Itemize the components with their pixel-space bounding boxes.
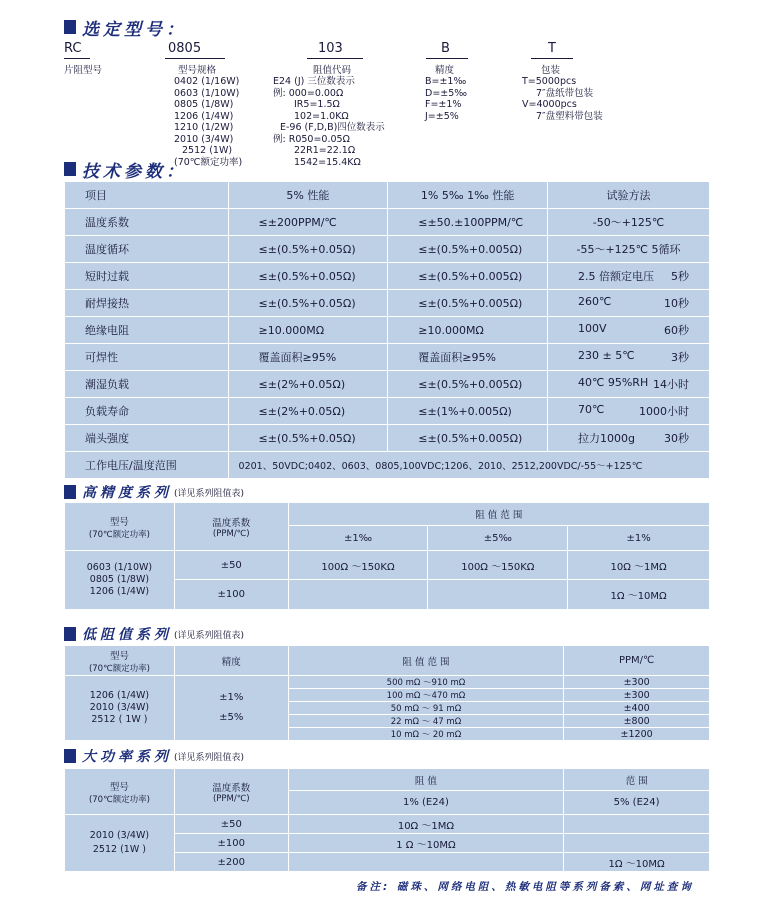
section-select-header (64, 17, 187, 40)
method-value: 70℃ (578, 403, 605, 416)
code-pack: T (548, 41, 556, 56)
range-value: 100Ω ～150KΩ (428, 551, 568, 580)
code-rc: RC (64, 41, 82, 56)
res-list: E24 (J) 三位数表示 例: 000=0.00Ω IR5=1.5Ω 102=1.0KΩ E-96 (F,D,B)四位数表示 例: R050=0.05Ω 22R1=22.1Ω 1542=15.4KΩ (273, 76, 385, 168)
col-header: ±1% (568, 526, 710, 551)
tc-value: ±50 (174, 551, 288, 580)
code-res: 103 (318, 41, 343, 56)
section-note: (详见系列阻值表) (174, 630, 245, 641)
section-title: 高精度系列 (82, 485, 172, 501)
range-value (564, 834, 710, 853)
tc-header: 温度系数 (PPM/℃) (174, 503, 288, 551)
cell-item: 潮湿负载 (65, 371, 229, 398)
tc-value: ±200 (174, 853, 288, 872)
range-value: 10Ω ～1MΩ (288, 815, 563, 834)
cell-item: 温度系数 (65, 209, 229, 236)
range-value: 100 mΩ ～470 mΩ (288, 689, 564, 702)
table-row (65, 290, 710, 317)
cell-item: 端头强度 (65, 425, 229, 452)
table-row (65, 452, 710, 479)
cell-1pct: 覆盖面积≥95% (388, 344, 548, 371)
model-header: 型号 (70℃额定功率) (65, 769, 175, 815)
cell-1pct: ≤±(0.5%+0.005Ω) (388, 263, 548, 290)
header-cell: 5% 性能 (228, 182, 388, 209)
section-note: (详见系列阻值表) (174, 488, 245, 499)
section-pw-header (64, 746, 244, 766)
cell-method: -55～+125℃ 5循环 (548, 236, 710, 263)
range-value (288, 853, 563, 872)
method-value: 2.5 倍额定电压 (578, 270, 655, 283)
range-header: 范 围 (564, 769, 710, 791)
table-row (65, 209, 710, 236)
tech-table (64, 181, 710, 479)
cell-method (548, 317, 710, 344)
section-note: (详见系列阻值表) (174, 752, 245, 763)
cell-item: 温度循环 (65, 236, 229, 263)
cell-5pct: 覆盖面积≥95% (228, 344, 388, 371)
cell-5pct: ≤±(2%+0.05Ω) (228, 371, 388, 398)
method-value: 拉力1000g (578, 432, 635, 445)
section-square-icon (64, 162, 76, 176)
footer-note: 备注: 磁珠、网络电阻、热敏电阻等系列备索、网址查询 (356, 881, 694, 893)
range-value: 100Ω ～150KΩ (288, 551, 428, 580)
range-value: 22 mΩ ～ 47 mΩ (288, 715, 564, 728)
range-header: 阻 值 范 围 (288, 503, 709, 526)
model-header: 型号 (70℃额定功率) (65, 503, 175, 551)
range-value: 1 Ω ～10MΩ (288, 834, 563, 853)
table-row (65, 263, 710, 290)
section-square-icon (64, 627, 76, 641)
cell-5pct: ≤±(0.5%+0.05Ω) (228, 425, 388, 452)
cell-5pct: ≤±(0.5%+0.05Ω) (228, 263, 388, 290)
cell-item: 绝缘电阻 (65, 317, 229, 344)
header-cell: 项目 (65, 182, 229, 209)
underline (165, 58, 225, 59)
prec-list: B=±1‰ D=±5‰ F=±1% J=±5% (425, 76, 468, 122)
range-value: 50 mΩ ～ 91 mΩ (288, 702, 564, 715)
table-row (65, 317, 710, 344)
cell-item: 工作电压/温度范围 (65, 452, 229, 479)
ppm-value: ±300 (564, 689, 710, 702)
ppm-value: ±400 (564, 702, 710, 715)
underline (531, 58, 573, 59)
section-hp-header (64, 482, 244, 502)
method-value: 260℃ (578, 295, 612, 308)
col-header: 1% (E24) (288, 791, 563, 815)
lv-table (64, 645, 710, 741)
cell-voltage: 0201、50VDC;0402、0603、0805,100VDC;1206、2010、2512,200VDC/-55～+125℃ (228, 452, 709, 479)
method-duration: 1000小时 (639, 405, 689, 418)
method-value: 100V (578, 322, 607, 335)
range-value: 500 mΩ ～910 mΩ (288, 676, 564, 689)
method-value: 40℃ 95%RH (578, 376, 649, 389)
section-square-icon (64, 749, 76, 763)
model-list: 0603 (1/10W) 0805 (1/8W) 1206 (1/4W) (65, 551, 175, 610)
header-cell: 试验方法 (548, 182, 710, 209)
ppm-value: ±1200 (564, 728, 710, 741)
cell-1pct: ≤±(0.5%+0.005Ω) (388, 371, 548, 398)
col-header: 5% (E24) (564, 791, 710, 815)
method-duration: 3秒 (671, 351, 689, 364)
cell-5pct: ≤±(0.5%+0.05Ω) (228, 236, 388, 263)
spec-title: 型号规格 (178, 65, 217, 76)
ppm-value: ±800 (564, 715, 710, 728)
section-title: 大功率系列 (82, 749, 172, 765)
tc-header: 温度系数 (PPM/℃) (174, 769, 288, 815)
cell-1pct: ≥10.000MΩ (388, 317, 548, 344)
table-row (65, 425, 710, 452)
ppm-header: PPM/℃ (564, 646, 710, 676)
pw-table (64, 768, 710, 872)
range-value: 1Ω ～10MΩ (568, 580, 710, 610)
chip-label: 片阻型号 (64, 65, 103, 76)
cell-method: -50～+125℃ (548, 209, 710, 236)
cell-1pct: ≤±(0.5%+0.005Ω) (388, 290, 548, 317)
tc-value: ±50 (174, 815, 288, 834)
prec-title: 精度 (435, 65, 455, 76)
method-value: 230 ± 5℃ (578, 349, 635, 362)
range-value: 1Ω ～10MΩ (564, 853, 710, 872)
spec-list: 0402 (1/16W) 0603 (1/10W) 0805 (1/8W) 1206 (1/4W) 1210 (1/2W) 2010 (3/4W) 2512 (1W) (70℃额定功率) (174, 76, 243, 168)
prec-list: ±1% ±5% (174, 676, 288, 741)
table-row (65, 398, 710, 425)
cell-method (548, 344, 710, 371)
section-tech-header (64, 159, 187, 182)
cell-1pct: ≤±(1%+0.005Ω) (388, 398, 548, 425)
range-value: 10 mΩ ～ 20 mΩ (288, 728, 564, 741)
cell-1pct: ≤±(0.5%+0.005Ω) (388, 425, 548, 452)
method-duration: 30秒 (664, 432, 689, 445)
hp-table (64, 502, 710, 610)
cell-method (548, 425, 710, 452)
section-square-icon (64, 485, 76, 499)
table-row (65, 344, 710, 371)
cell-method (548, 290, 710, 317)
method-duration: 5秒 (671, 270, 689, 283)
cell-5pct: ≤±(0.5%+0.05Ω) (228, 290, 388, 317)
cell-method (548, 398, 710, 425)
section-title: 低阻值系列 (82, 627, 172, 643)
cell-5pct: ≤±(2%+0.05Ω) (228, 398, 388, 425)
model-list: 1206 (1/4W) 2010 (3/4W) 2512 ( 1W ) (65, 676, 175, 741)
table-row (65, 371, 710, 398)
range-value (564, 815, 710, 834)
section-title: 技术参数： (82, 161, 187, 182)
underline (64, 58, 90, 59)
cell-method (548, 263, 710, 290)
cell-1pct: ≤±(0.5%+0.005Ω) (388, 236, 548, 263)
underline (426, 58, 468, 59)
pack-list: T=5000pcs 7″盘纸带包装 V=4000pcs 7″盘塑料带包装 (522, 76, 603, 122)
table-row (65, 236, 710, 263)
cell-item: 耐焊接热 (65, 290, 229, 317)
model-header: 型号 (70℃额定功率) (65, 646, 175, 676)
col-header: ±1‰ (288, 526, 428, 551)
code-size: 0805 (168, 41, 202, 56)
table-header-row (65, 182, 710, 209)
cell-method (548, 371, 710, 398)
cell-item: 可焊性 (65, 344, 229, 371)
cell-item: 短时过载 (65, 263, 229, 290)
res-title: 阻值代码 (313, 65, 352, 76)
range-header: 阻 值 范 围 (288, 646, 564, 676)
pack-title: 包装 (541, 65, 561, 76)
cell-5pct: ≥10.000MΩ (228, 317, 388, 344)
col-header: ±5‰ (428, 526, 568, 551)
header-cell: 1% 5‰ 1‰ 性能 (388, 182, 548, 209)
prec-header: 精度 (174, 646, 288, 676)
tc-value: ±100 (174, 834, 288, 853)
ppm-value: ±300 (564, 676, 710, 689)
method-duration: 14小时 (653, 378, 689, 391)
section-title: 选定型号： (82, 19, 187, 40)
section-square-icon (64, 20, 76, 34)
underline (307, 58, 363, 59)
cell-item: 负载寿命 (65, 398, 229, 425)
code-prec: B (441, 41, 450, 56)
section-lv-header (64, 624, 244, 644)
cell-5pct: ≤±200PPM/℃ (228, 209, 388, 236)
cell-1pct: ≤±50.±100PPM/℃ (388, 209, 548, 236)
model-list: 2010 (3/4W) 2512 (1W ) (65, 815, 175, 872)
method-duration: 60秒 (664, 324, 689, 337)
range-value: 10Ω ～1MΩ (568, 551, 710, 580)
res-header: 阻 值 (288, 769, 563, 791)
tc-value: ±100 (174, 580, 288, 610)
method-duration: 10秒 (664, 297, 689, 310)
